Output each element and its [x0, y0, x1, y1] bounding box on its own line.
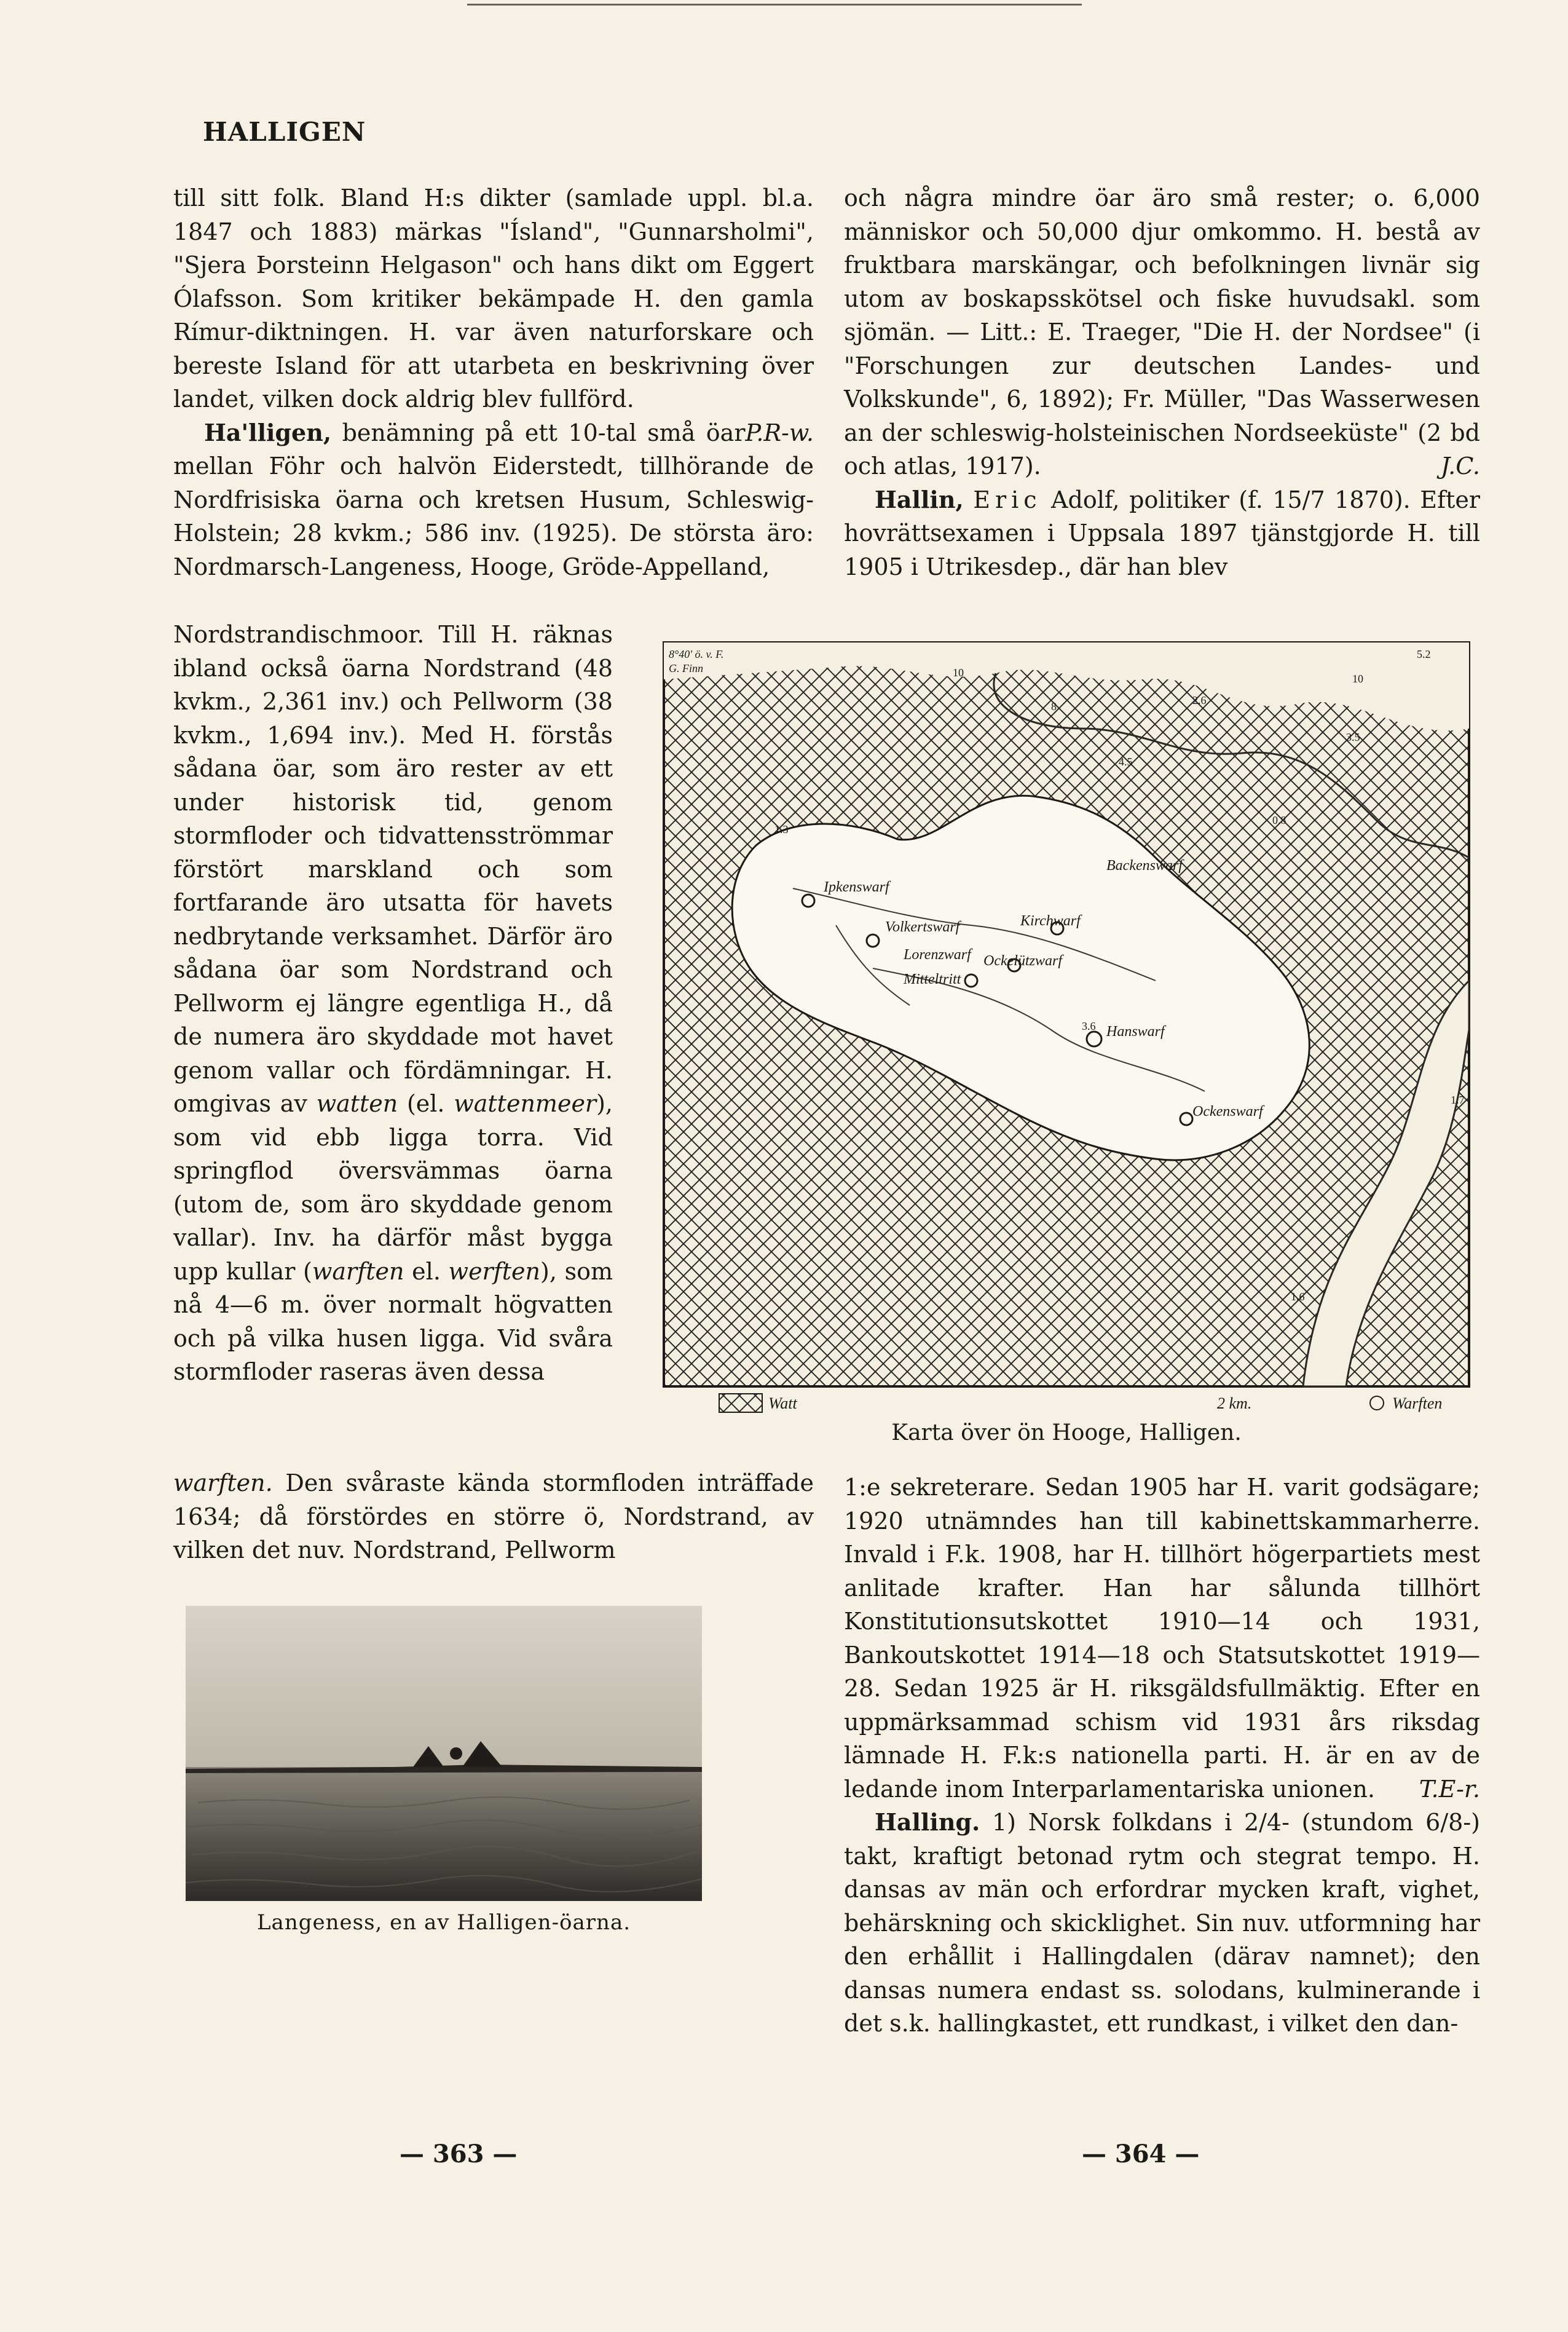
paragraph: warften. Den svåraste kända stormfloden inträffade 1634; då förstördes en större ö, Nordstrand, av vilken det nuv. Nordstrand, Pellworm: [173, 1469, 814, 1563]
right-column-bottom: [844, 1471, 1480, 2041]
depth-label: 10: [953, 666, 964, 679]
entry-halligen: Ha'lligen, benämning på ett 10-tal små öar mellan Föhr och halvön Eiderstedt, tillhörande de Nordfrisiska öarna och kretsen Husum, Schleswig-Holstein; 28 kvkm.; 586 inv. (1925). De största äro: Nordmarsch-Langeness, Hooge, Gröde-Appelland,: [173, 418, 814, 580]
headword: Hallin,: [875, 485, 964, 513]
tree: [450, 1747, 462, 1760]
legend-warften-icon: [1370, 1396, 1384, 1410]
page-number-right: — 364 —: [1082, 2140, 1200, 2168]
depth-label: 3.5: [1346, 731, 1360, 743]
depth-label: 3.6: [1082, 1020, 1096, 1032]
signature: J.C.: [1440, 453, 1480, 480]
headword: Halling.: [875, 1808, 980, 1836]
depth-label: 5.2: [1417, 648, 1431, 660]
left-column-top: [173, 181, 814, 583]
paragraph: Nordstrandischmoor. Till H. räknas ibland också öarna Nordstrand (48 kvkm., 2,361 inv.) och Pellworm (38 kvkm., 1,694 inv.). Med H. förstås sådana öar, som äro rester av ett under historisk tid, genom stormfloder och tidvattensströmmar förstört marskland och som fortfarande äro utsatta för havets nedbrytande verksamhet. Därför äro sådana öar som Nordstrand och Pellworm ej längre egentliga H., då de numera äro skyddade mot havet genom vallar och fördämningar. H. omgivas av watten (el. wattenmeer), som vid ebb ligga torra. Vid springflod översvämmas öarna (utom de, som äro skyddade genom vallar). Inv. ha därför måst bygga upp kullar (warften el. werften), som nå 4—6 m. över normalt högvatten och på vilka husen ligga. Vid svåra stormfloder raseras även dessa: [173, 621, 613, 1385]
map-caption: Karta över ön Hooge, Halligen.: [891, 1420, 1242, 1445]
left-column-wide: [173, 1466, 814, 1567]
depth-label: 1.3: [774, 823, 789, 836]
sky: [186, 1606, 702, 1772]
headword: Ha'lligen,: [204, 418, 332, 446]
depth-label: 2.6: [1192, 694, 1207, 706]
legend-warften-label: Warften: [1392, 1394, 1443, 1412]
map-corner-label: 8°40' ö. v. F.: [669, 648, 724, 660]
top-rule: [467, 4, 1082, 6]
left-column-narrow: [173, 618, 613, 1389]
map-corner-label: G. Finn: [669, 662, 703, 674]
entry-halling: Halling. 1) Norsk folkdans i 2/4- (stundom 6/8-) takt, kraftigt betonad rytm och stegrat tempo. H. dansas av män och erfordrar mycken kraft, vighet, behärskning och skicklighet. Sin nuv. utformning har den erhållit i Hallingdalen (därav namnet); den dansas numera endast ss. solodans, kulminerande i det s.k. hallingkastet, ett rundkast, i vilket den dan-: [844, 1808, 1480, 2037]
map-hooge: [652, 636, 1481, 1412]
place-label: Ipkenswarf: [824, 879, 889, 895]
page-number-left: — 363 —: [400, 2140, 518, 2168]
legend-watt-swatch: [719, 1394, 762, 1412]
sea: [186, 1767, 702, 1901]
signature: P.R-w.: [745, 419, 814, 446]
place-label: Mitteltritt: [904, 971, 961, 987]
depth-label: 1.7: [1451, 1094, 1465, 1106]
right-column-top: [844, 181, 1480, 583]
depth-label: 0.8: [1272, 814, 1286, 826]
legend-watt-label: Watt: [768, 1394, 797, 1412]
entry-hallin: Hallin, Eric Adolf, politiker (f. 15/7 1870). Efter hovrättsexamen i Uppsala 1897 tjänstgjorde H. till 1905 i Utrikesdep., där han blev: [844, 485, 1480, 580]
depth-label: 4.5: [1119, 756, 1133, 768]
place-label: Lorenzwarf: [904, 947, 971, 963]
place-label: Kirchwarf: [1020, 913, 1081, 929]
photo-langeness: [186, 1606, 702, 1901]
paragraph: 1:e sekreterare. Sedan 1905 har H. varit godsägare; 1920 utnämndes han till kabinettskammarherre. Invald i F.k. 1908, har H. tillhört högerpartiets mest anlitade krafter. Han har sålunda tillhört Konstitutionsutskottet 1910—14 och 1931, Bankoutskottet 1914—18 och Statsutskottet 1919—28. Sedan 1925 är H. riksgäldsfullmäktig. Efter en uppmärksammad schism vid 1931 års riksdag lämnade H. F.k:s nationella parti. H. är en av de ledande inom Interparlamentariska unionen. T.E-r.: [844, 1471, 1480, 1806]
paragraph: till sitt folk. Bland H:s dikter (samlade uppl. bl.a. 1847 och 1883) märkas "Ísland", "Gunnarsholmi", "Sjera Þorsteinn Helgason" och hans dikt om Eggert Ólafsson. Som kritiker bekämpade H. den gamla Rímur-diktningen. H. var även naturforskare och bereste Island för att utarbeta en beskrivning över landet, vilken dock aldrig blev fullförd.: [173, 184, 814, 413]
scale-label: 2 km.: [1217, 1394, 1252, 1412]
signature: T.E-r.: [1419, 1775, 1480, 1803]
photo-caption: Langeness, en av Halligen-öarna.: [256, 1910, 631, 1935]
place-label: Backenswarf: [1106, 858, 1183, 874]
place-label: Hanswarf: [1106, 1024, 1165, 1040]
place-label: Volkertswarf: [885, 919, 960, 935]
place-label: Ockelützwarf: [983, 953, 1062, 969]
depth-label: 10: [1352, 673, 1363, 685]
place-label: Ockenswarf: [1192, 1104, 1263, 1120]
paragraph: och några mindre öar äro små rester; o. 6,000 människor och 50,000 djur omkommo. H. bestå av fruktbara marskängar, och befolkningen livnär sig utom av boskapsskötsel och fiske huvudsakl. som sjömän. — Litt.: E. Traeger, "Die H. der Nordsee" (i "Forschungen zur deutschen Landes- und Volkskunde", 6, 1892); Fr. Müller, "Das Wasserwesen an der schleswig-holsteinischen Nordseeküste" (2 bd och atlas, 1917). J.C.: [844, 181, 1480, 483]
depth-label: 1.6: [1291, 1291, 1305, 1303]
running-head: HALLIGEN: [203, 117, 366, 147]
depth-label: 8: [1051, 700, 1057, 713]
